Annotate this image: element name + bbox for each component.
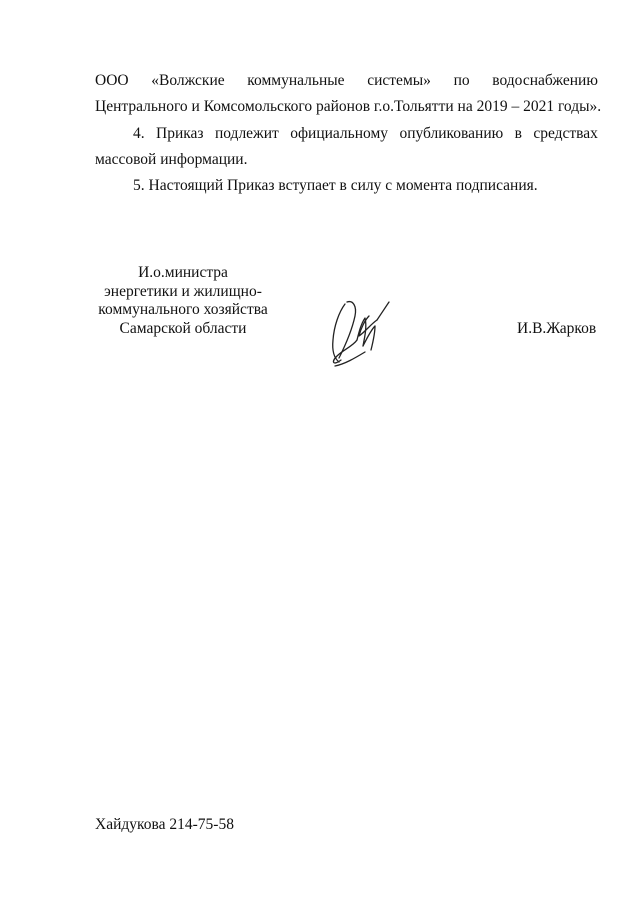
word: 4.: [133, 125, 145, 142]
title-line: коммунального хозяйства: [98, 301, 268, 318]
word: подлежит: [214, 125, 279, 142]
word: водоснабжению: [492, 72, 598, 89]
word: системы»: [367, 72, 431, 89]
paragraph-continuation-line-2: Центрального и Комсомольского районов г.о.Тольятти на 2019 – 2021 годы».: [95, 98, 602, 115]
word: средствах: [533, 125, 598, 142]
title-line: энергетики и жилищно-: [104, 282, 262, 300]
word: по: [453, 72, 470, 89]
paragraph-5-line-1: 5. Настоящий Приказ вступает в силу с момента подписания.: [133, 177, 538, 194]
word: ООО: [95, 72, 129, 89]
word: опубликованию: [399, 125, 504, 142]
paragraph-4-line-2: массовой информации.: [95, 151, 248, 168]
word: коммунальные: [247, 72, 345, 89]
footer-contact: Хайдукова 214-75-58: [95, 816, 234, 833]
title-line: И.о.министра: [138, 264, 228, 281]
title-line: Самарской области: [119, 319, 247, 337]
handwritten-signature: [325, 296, 393, 370]
signatory-title: [92, 264, 274, 338]
word: Приказ: [156, 125, 204, 142]
word: «Волжские: [151, 72, 225, 89]
signer-name: И.В.Жарков: [517, 320, 597, 337]
paragraph-continuation-line-1: [95, 72, 598, 90]
word: в: [514, 125, 522, 142]
paragraph-4-line-1: [133, 125, 598, 143]
word: официальному: [290, 125, 389, 142]
